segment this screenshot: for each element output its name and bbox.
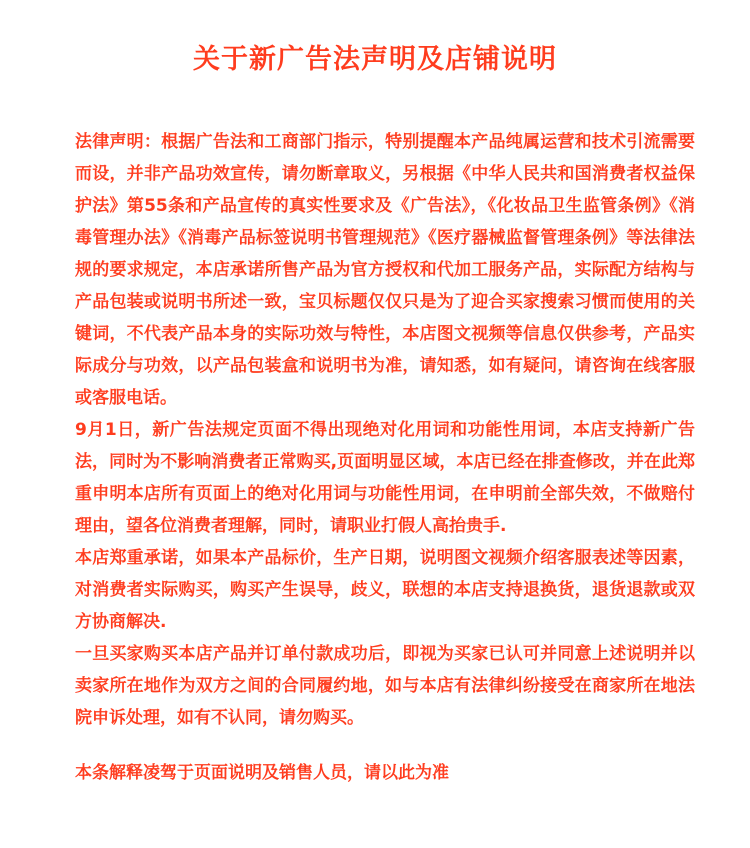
page-title: 关于新广告法声明及店铺说明 — [193, 44, 557, 75]
purchase-agreement-paragraph: 一旦买家购买本店产品并订单付款成功后，即视为买家已认可并同意上述说明并以卖家所在地作为双方之间的合同履约地，如与本店有法律纠纷接受在商家所在地法院申诉处理，如有不认同，请勿购买。 — [75, 644, 695, 728]
footer-note: 本条解释凌驾于页面说明及销售人员，请以此为准 — [75, 763, 449, 783]
new-ad-law-paragraph: 9月1日，新广告法规定页面不得出现绝对化用词和功能性用词，本店支持新广告法，同时为不影响消费者正常购买,页面明显区域，本店已经在排查修改，并在此郑重申明本店所有页面上的绝对化用词与功能性用词，在申明前全部失效，不做赔付理由，望各位消费者理解，同时，请职业打假人高抬贵手. — [75, 420, 695, 536]
return-policy-paragraph: 本店郑重承诺，如果本产品标价，生产日期，说明图文视频介绍客服表述等因素，对消费者实际购买，购买产生误导，歧义，联想的本店支持退换货，退货退款或双方协商解决. — [75, 548, 695, 632]
legal-statement-paragraph: 法律声明：根据广告法和工商部门指示，特别提醒本产品纯属运营和技术引流需要而设，并非产品功效宣传，请勿断章取义，另根据《中华人民共和国消费者权益保护法》第55条和产品宣传的真实性要求及《广告法》，《化妆品卫生监管条例》《消毒管理办法》《消毒产品标签说明书管理规范》《医疗器械监督管理条例》等法律法规的要求规定，本店承诺所售产品为官方授权和代加工服务产品，实际配方结构与产品包装或说明书所述一致，宝贝标题仅仅只是为了迎合买家搜索习惯而使用的关键词，不代表产品本身的实际功效与特性，本店图文视频等信息仅供参考，产品实际成分与功效，以产品包装盒和说明书为准，请知悉，如有疑问，请咨询在线客服或客服电话。 — [75, 132, 695, 408]
notice-body — [75, 126, 695, 734]
